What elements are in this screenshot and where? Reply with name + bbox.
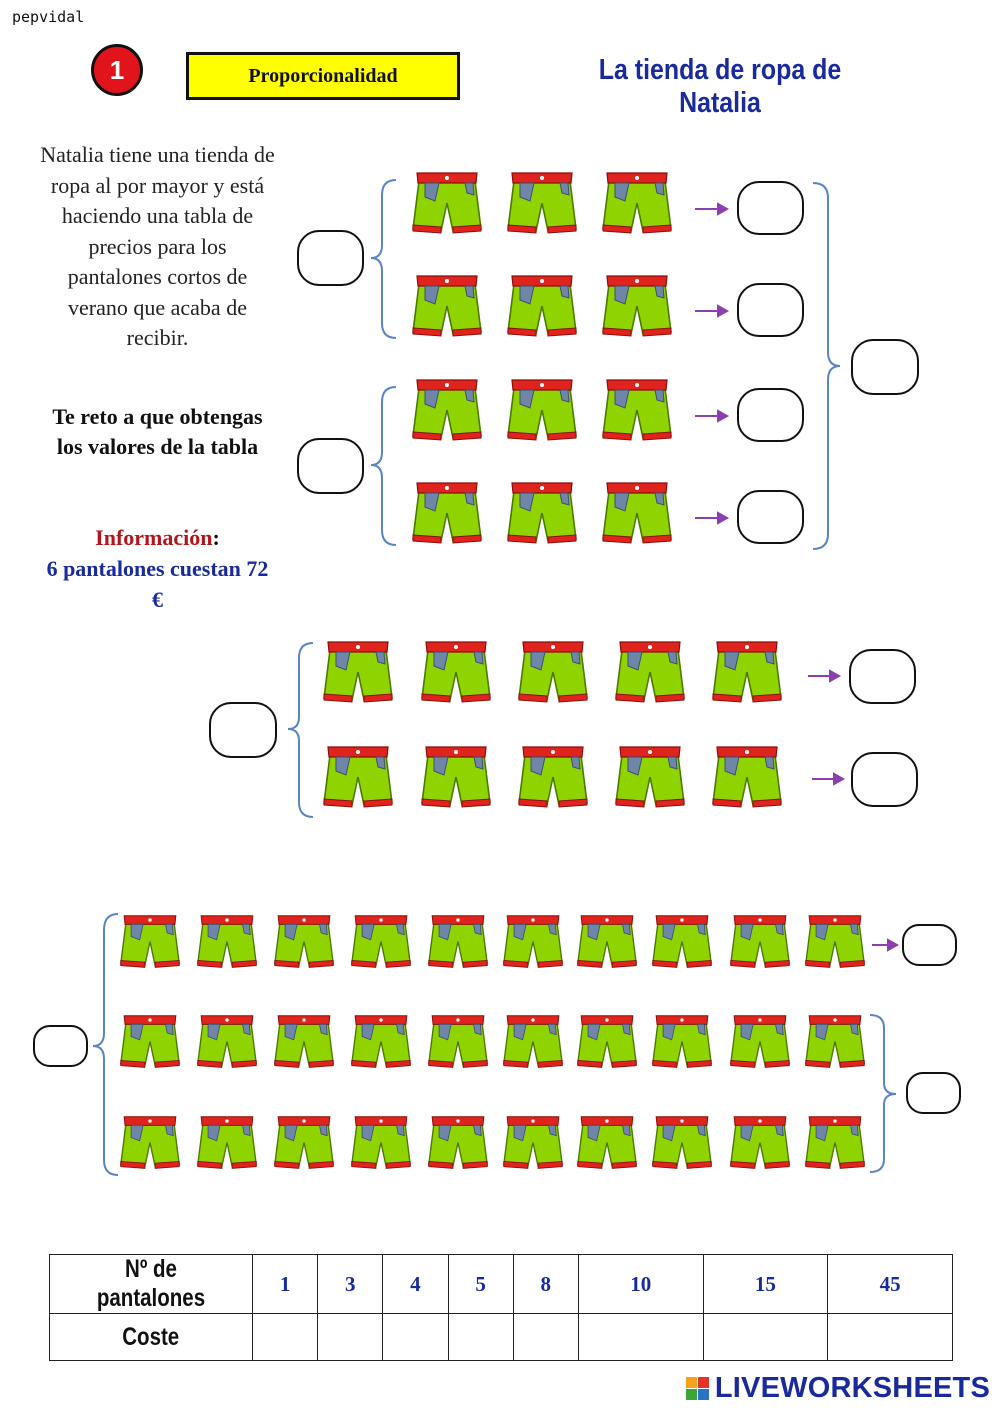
shorts-icon (504, 1016, 562, 1068)
shorts-icon (806, 1016, 864, 1068)
shorts-icon (806, 1117, 864, 1169)
shorts-icon (578, 1016, 636, 1068)
cost-header: Coste (50, 1314, 253, 1361)
shorts-icon (806, 916, 864, 968)
cost-cell-input[interactable] (513, 1314, 578, 1361)
challenge-text: Te reto a que obtengas los valores de la tabla (52, 404, 263, 459)
answer-box-10-shorts-top[interactable] (902, 924, 957, 966)
answer-box-3-shorts-row4[interactable] (737, 490, 804, 544)
right-arrow-icon (872, 940, 897, 950)
quantity-cell: 1 (253, 1255, 318, 1314)
shorts-icon (429, 1016, 487, 1068)
shorts-icon (275, 1016, 333, 1068)
cost-cell-input[interactable] (383, 1314, 448, 1361)
author-name: pepvidal (12, 8, 85, 26)
curly-brace-icon (870, 1015, 896, 1172)
info-colon: : (212, 525, 220, 550)
answer-box-20-shorts[interactable] (906, 1072, 961, 1114)
answer-box-5-shorts-row2[interactable] (851, 752, 918, 807)
shorts-icon (413, 276, 481, 336)
cost-cell-input[interactable] (703, 1314, 828, 1361)
shorts-icon (198, 1016, 256, 1068)
price-table (49, 1254, 953, 1361)
shorts-group-3 (121, 916, 864, 1169)
shorts-icon (352, 1016, 410, 1068)
cost-cell-input[interactable] (828, 1314, 953, 1361)
shorts-icon (653, 1016, 711, 1068)
answer-box-10-shorts[interactable] (209, 702, 277, 758)
cost-cell-input[interactable] (253, 1314, 318, 1361)
answer-box-5-shorts-row1[interactable] (849, 649, 916, 704)
shorts-icon (616, 747, 684, 807)
quantity-cell: 45 (828, 1255, 953, 1314)
quantity-cell: 5 (448, 1255, 513, 1314)
curly-brace-icon (93, 914, 118, 1175)
shorts-icon (275, 1117, 333, 1169)
shorts-icon (653, 1117, 711, 1169)
right-arrow-icon (695, 306, 727, 316)
shorts-icon (324, 747, 392, 807)
shorts-icon (429, 1117, 487, 1169)
shorts-icon (324, 642, 392, 702)
right-arrow-icon (812, 774, 843, 784)
info-label: Información (95, 525, 213, 550)
logo-mark-icon (686, 1377, 709, 1400)
shorts-icon (429, 916, 487, 968)
right-arrow-icon (695, 411, 727, 421)
right-arrow-icon (695, 513, 727, 523)
shorts-icon (422, 642, 490, 702)
shorts-icon (508, 483, 576, 543)
shorts-icon (352, 1117, 410, 1169)
shorts-icon (413, 483, 481, 543)
shorts-icon (578, 1117, 636, 1169)
curly-brace-icon (813, 183, 840, 549)
answer-box-6-shorts-b[interactable] (297, 438, 364, 494)
shorts-icon (275, 916, 333, 968)
shorts-icon (519, 642, 587, 702)
shorts-icon (198, 1117, 256, 1169)
shorts-icon (121, 1016, 179, 1068)
quantity-cell: 10 (578, 1255, 703, 1314)
shorts-icon (616, 642, 684, 702)
shorts-icon (713, 747, 781, 807)
shorts-icon (519, 747, 587, 807)
quantities-header: Nº de pantalones (50, 1255, 253, 1314)
right-arrow-icon (808, 671, 839, 681)
shorts-icon (508, 173, 576, 233)
shorts-icon (504, 1117, 562, 1169)
answer-box-30-shorts[interactable] (33, 1025, 88, 1067)
shorts-icon (603, 483, 671, 543)
shorts-icon (653, 916, 711, 968)
shorts-icon (731, 1117, 789, 1169)
curly-brace-icon (371, 180, 396, 338)
shorts-icon (508, 276, 576, 336)
answer-box-3-shorts-row2[interactable] (737, 283, 804, 337)
topic-label: Proporcionalidad (186, 52, 460, 100)
quantity-cell: 4 (383, 1255, 448, 1314)
shorts-icon (422, 747, 490, 807)
answer-box-3-shorts-row1[interactable] (737, 181, 804, 235)
shorts-icon (603, 380, 671, 440)
liveworksheets-logo (686, 1372, 990, 1405)
shorts-icon (504, 916, 562, 968)
cost-cell-input[interactable] (448, 1314, 513, 1361)
curly-brace-icon (371, 387, 396, 545)
shorts-icon (603, 173, 671, 233)
shorts-group-2 (324, 642, 781, 807)
cost-cell-input[interactable] (318, 1314, 383, 1361)
shorts-icon (603, 276, 671, 336)
exercise-number-badge: 1 (91, 44, 143, 96)
shorts-icon (198, 916, 256, 968)
curly-brace-icon (288, 643, 313, 817)
shorts-icon (352, 916, 410, 968)
shorts-group-1 (413, 173, 671, 543)
page-title: La tienda de ropa de Natalia (598, 54, 842, 119)
shorts-icon (713, 642, 781, 702)
shorts-icon (508, 380, 576, 440)
table-row-costs (50, 1314, 953, 1361)
shorts-icon (121, 916, 179, 968)
answer-box-3-shorts-row3[interactable] (737, 388, 804, 442)
quantity-cell: 8 (513, 1255, 578, 1314)
quantity-cell: 15 (703, 1255, 828, 1314)
quantity-cell: 3 (318, 1255, 383, 1314)
info-text: 6 pantalones cuestan 72 € (46, 556, 269, 612)
shorts-icon (731, 916, 789, 968)
shorts-icon (413, 380, 481, 440)
answer-box-12-shorts[interactable] (851, 339, 919, 395)
brand-name: LIVEWORKSHEETS (714, 1372, 990, 1404)
right-arrow-icon (695, 204, 727, 214)
table-row-quantities (50, 1255, 953, 1314)
shorts-icon (578, 916, 636, 968)
answer-box-6-shorts-a[interactable] (297, 230, 364, 286)
intro-text: Natalia tiene una tienda de ropa al por mayor y está haciendo una tabla de precios para los pantalones cortos de verano que acaba de recibir. (40, 142, 275, 350)
shorts-icon (413, 173, 481, 233)
shorts-icon (731, 1016, 789, 1068)
shorts-icon (121, 1117, 179, 1169)
cost-cell-input[interactable] (578, 1314, 703, 1361)
